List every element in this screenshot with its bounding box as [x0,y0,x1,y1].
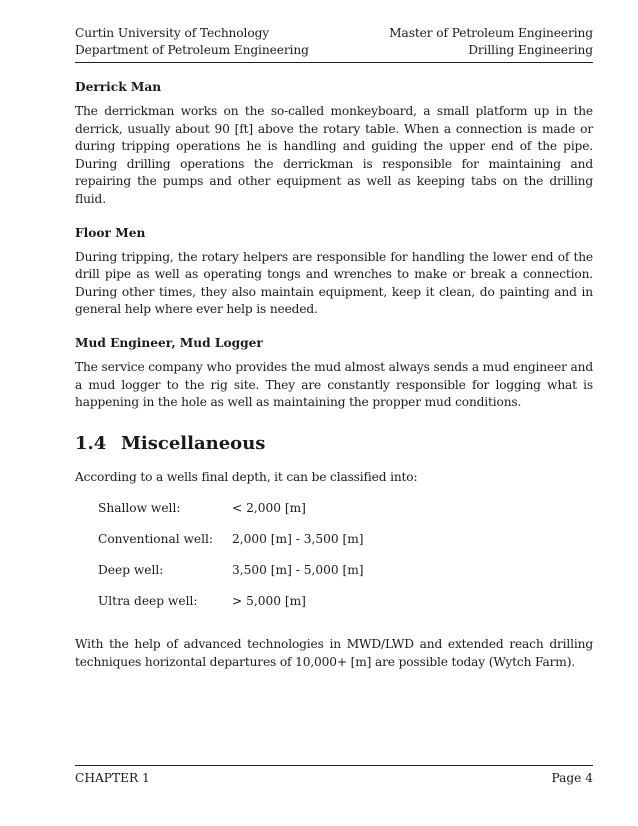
well-class-range: < 2,000 [m] [232,501,306,516]
section-title-floor-men: Floor Men [75,225,146,240]
well-classification-list [98,500,593,610]
footer-divider [75,765,593,766]
page-header [75,25,593,63]
mud-engineer-section [75,335,593,412]
header-university: Curtin University of Technology [75,26,270,40]
well-class-range: 2,000 [m] - 3,500 [m] [232,532,364,547]
footer-chapter: CHAPTER 1 [75,771,150,785]
header-row-2 [75,42,593,59]
section-title-derrick-man: Derrick Man [75,80,162,94]
well-class-name: Shallow well: [98,501,181,516]
list-item [98,500,593,517]
well-class-name: Ultra deep well: [98,594,198,609]
list-item [98,593,593,610]
derrick-man-section [75,79,593,209]
paragraph-closing: With the help of advanced technologies in MWD/LWD and extended reach drilling techniques horizontal departures of 10,000+ [m] are possible today (Wytch Farm). [75,637,593,669]
header-divider [75,62,593,63]
document-page [75,25,593,795]
paragraph-mud-engineer: The service company who provides the mud almost always sends a mud engineer and a mud logger to the rig site. They are constantly responsible for logging what is happening in the hole as well as maintaining the propper mud conditions. [75,359,593,410]
header-row-1 [75,25,593,42]
well-class-range: > 5,000 [m] [232,594,306,609]
paragraph-classification-intro: According to a wells final depth, it can be classified into: [75,469,418,484]
footer-row [75,770,593,787]
header-course: Drilling Engineering [468,43,593,57]
well-class-range: 3,500 [m] - 5,000 [m] [232,563,364,578]
header-department: Department of Petroleum Engineering [75,43,309,57]
section-heading-miscellaneous [75,432,593,456]
section-heading-title: Miscellaneous [121,432,266,454]
section-number: 1.4 [75,432,107,454]
page-footer [75,765,593,787]
section-title-mud-engineer: Mud Engineer, Mud Logger [75,335,263,350]
floor-men-section [75,225,593,319]
list-item [98,562,593,579]
list-item [98,531,593,548]
paragraph-derrick-man: The derrickman works on the so-called monkeyboard, a small platform up in the derrick, usually about 90 [ft] above the rotary table. When a connection is made or during tripping operations he is handling and guiding the upper end of the pipe. During drilling operations the derrickman is responsible for maintaining and repairing the pumps and other equipment as well as keeping tabs on the drilling fluid. [75,104,593,206]
page-number: Page 4 [551,771,593,785]
well-class-name: Deep well: [98,563,164,578]
paragraph-floor-men: During tripping, the rotary helpers are responsible for handling the lower end of the drill pipe as well as operating tongs and wrenches to make or break a connection. During other times, they also maintain equipment, keep it clean, do painting and in general help where ever help is needed. [75,249,593,317]
header-program: Master of Petroleum Engineering [389,26,593,40]
well-class-name: Conventional well: [98,532,214,547]
